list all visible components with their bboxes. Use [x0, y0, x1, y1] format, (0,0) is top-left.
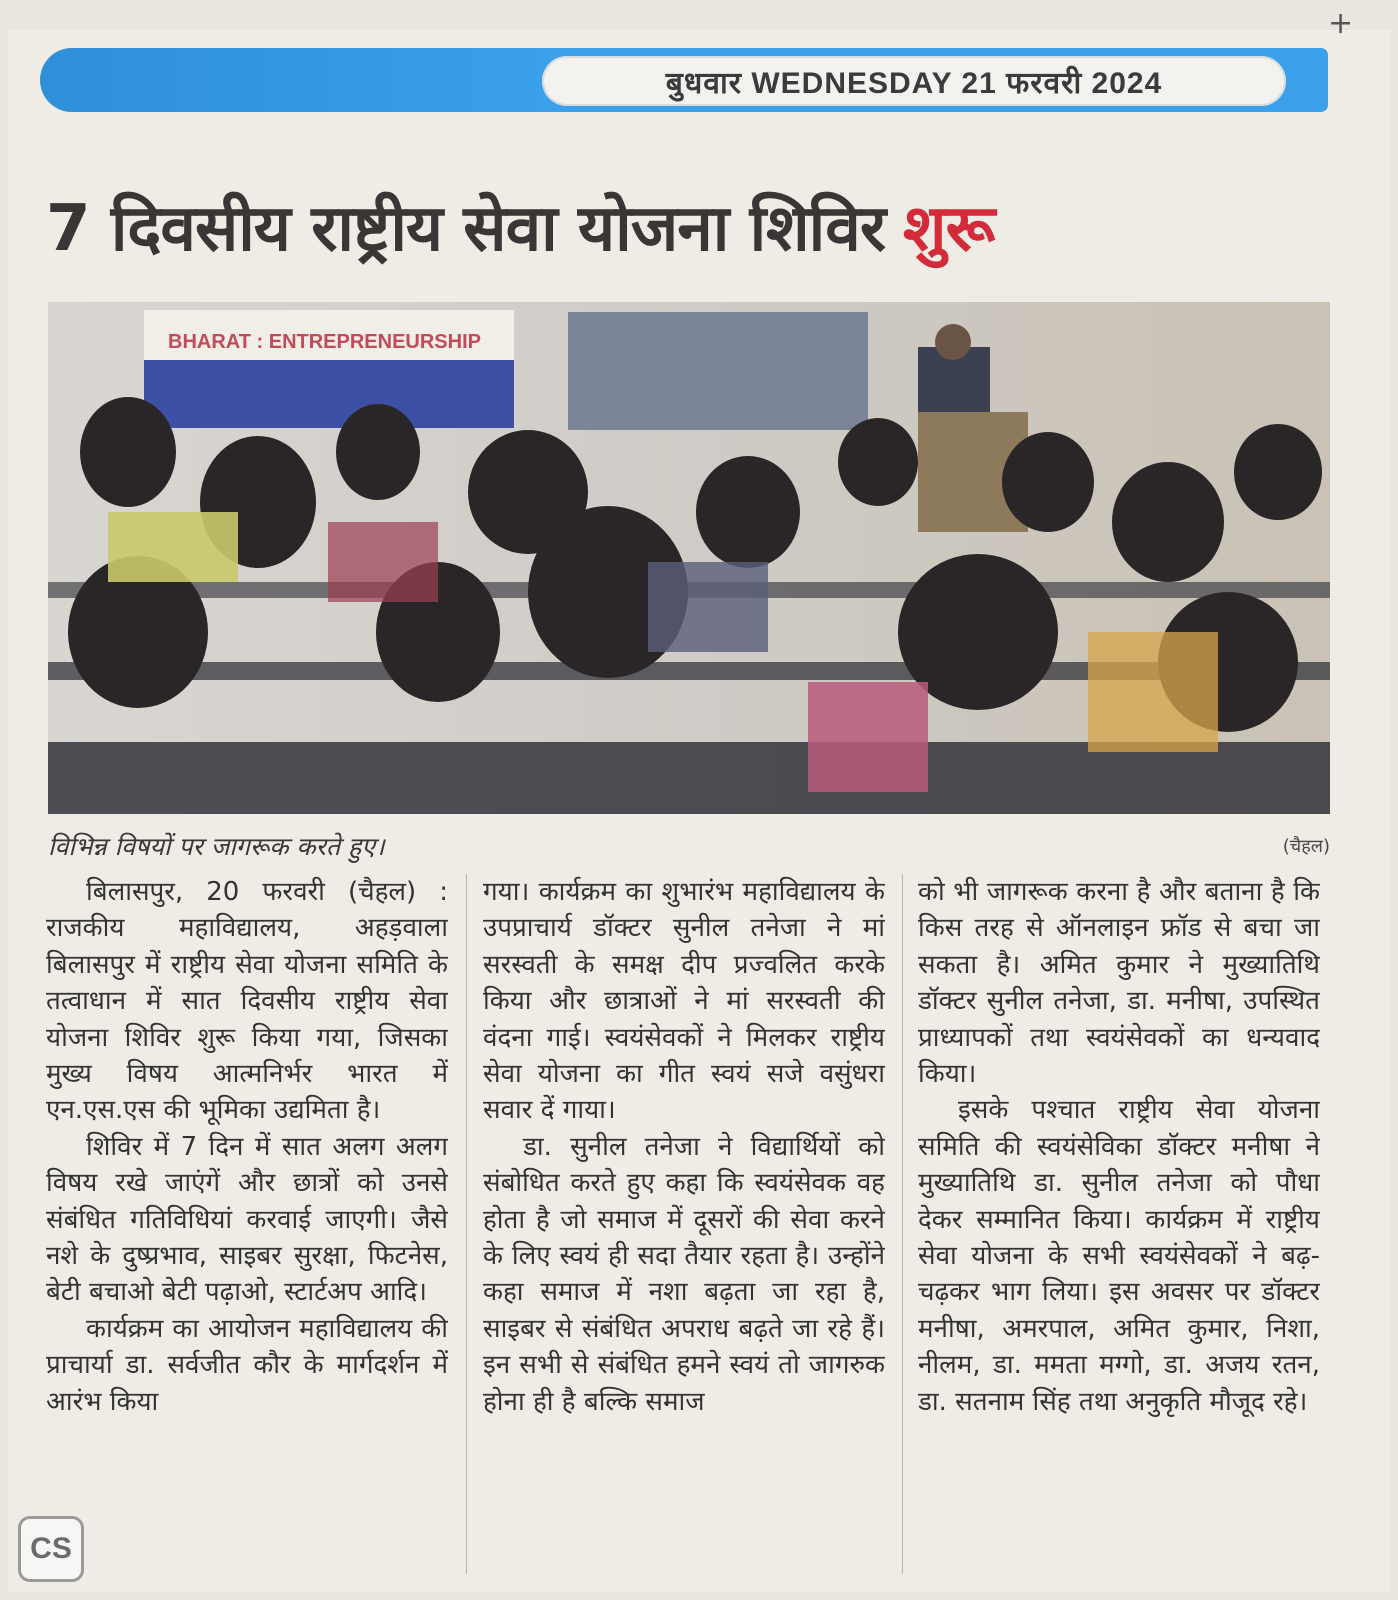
- paragraph: शिविर में 7 दिन में सात अलग अलग विषय रखे जाएंगें और छात्रों को उनसे संबंधित गतिविधियां करवाई जाएगी। जैसे नशे के दुष्प्रभाव, साइबर सुरक्षा, फिटनेस, बेटी बचाओ बेटी पढ़ाओ, स्टार्टअप आदि।: [46, 1131, 448, 1308]
- article-body: [46, 874, 1334, 1574]
- headline-main: 7 दिवसीय राष्ट्रीय सेवा योजना शिविर: [46, 191, 886, 266]
- column-divider: [466, 874, 467, 1574]
- paragraph: डा. सुनील तनेजा ने विद्यार्थियों को संबोधित करते हुए कहा कि स्वयंसेवक वह होता है जो समाज में दूसरों की सेवा करने के लिए स्वयं ही सदा तैयार रहता है। उन्होंने कहा समाज में नशा बढ़ता जा रहा है, साइबर से संबंधित अपराध बढ़ते जा रहे हैं। इन सभी से संबंधित हमने स्वयं तो जागरुक होना ही है बल्कि समाज: [483, 1131, 885, 1417]
- headline: [46, 170, 1356, 280]
- date-text: बुधवार WEDNESDAY 21 फरवरी 2024: [665, 66, 1163, 100]
- wall-banner-text: BHARAT : ENTREPRENEURSHIP: [168, 331, 481, 353]
- watermark-text: CS: [30, 1532, 72, 1565]
- paragraph: को भी जागरूक करना है और बताना है कि किस तरह से ऑनलाइन फ्रॉड से बचा जा सकता है। अमित कुमार ने मुख्यातिथि डॉक्टर सुनील तनेजा, डा. मनीषा, उपस्थित प्राध्यापकों तथा स्वयंसेवकों का धन्यवाद किया।: [918, 877, 1320, 1090]
- headline-accent: शुरू: [903, 191, 995, 266]
- article-column-1: [46, 874, 448, 1574]
- registration-mark: +: [1328, 6, 1354, 41]
- caption-row: [48, 826, 1330, 866]
- photo-credit: (चैहल): [1282, 836, 1330, 857]
- date-banner: [542, 56, 1286, 106]
- projector-screen: [568, 312, 868, 430]
- paragraph: बिलासपुर, 20 फरवरी (चैहल) : राजकीय महाविद्यालय, अहड़वाला बिलासपुर में राष्ट्रीय सेवा योजना समिति के तत्वाधान में सात दिवसीय राष्ट्रीय सेवा योजना शिविर शुरू किया गया, जिसका मुख्य विषय आत्मनिर्भर भारत में एन.एस.एस की भूमिका उद्यमिता है।: [46, 877, 448, 1126]
- article-column-2: [483, 874, 885, 1574]
- paragraph: गया। कार्यक्रम का शुभारंभ महाविद्यालय के उपप्राचार्य डॉक्टर सुनील तनेजा ने मां सरस्वती के समक्ष दीप प्रज्वलित करके किया और छात्राओं ने मां सरस्वती की वंदना गाई। स्वयंसेवकों ने मिलकर राष्ट्रीय सेवा योजना का गीत स्वयं सजे वसुंधरा सवार दें गाया।: [483, 877, 885, 1126]
- paragraph: कार्यक्रम का आयोजन महाविद्यालय की प्राचार्या डा. सर्वजीत कौर के मार्गदर्शन में आरंभ किया: [46, 1313, 448, 1417]
- column-divider: [902, 874, 903, 1574]
- photo-caption: विभिन्न विषयों पर जागरूक करते हुए।: [48, 832, 385, 861]
- paragraph: इसके पश्चात राष्ट्रीय सेवा योजना समिति की स्वयंसेविका डॉक्टर मनीषा ने मुख्यातिथि डा. सुनील तनेजा को पौधा देकर सम्मानित किया। कार्यक्रम में राष्ट्रीय सेवा योजना के सभी स्वयंसेवकों ने बढ़-चढ़कर भाग लिया। इस अवसर पर डॉक्टर मनीषा, अमरपाल, अमित कुमार, निशा, नीलम, डा. ममता मग्गो, डा. अजय रतन, डा. सतनाम सिंह तथा अनुकृति मौजूद रहे।: [918, 1095, 1320, 1417]
- article-column-3: [918, 874, 1320, 1574]
- audience-photo-illustration: [48, 302, 1330, 814]
- news-photo: [48, 302, 1330, 814]
- scanner-watermark-icon: [18, 1516, 84, 1582]
